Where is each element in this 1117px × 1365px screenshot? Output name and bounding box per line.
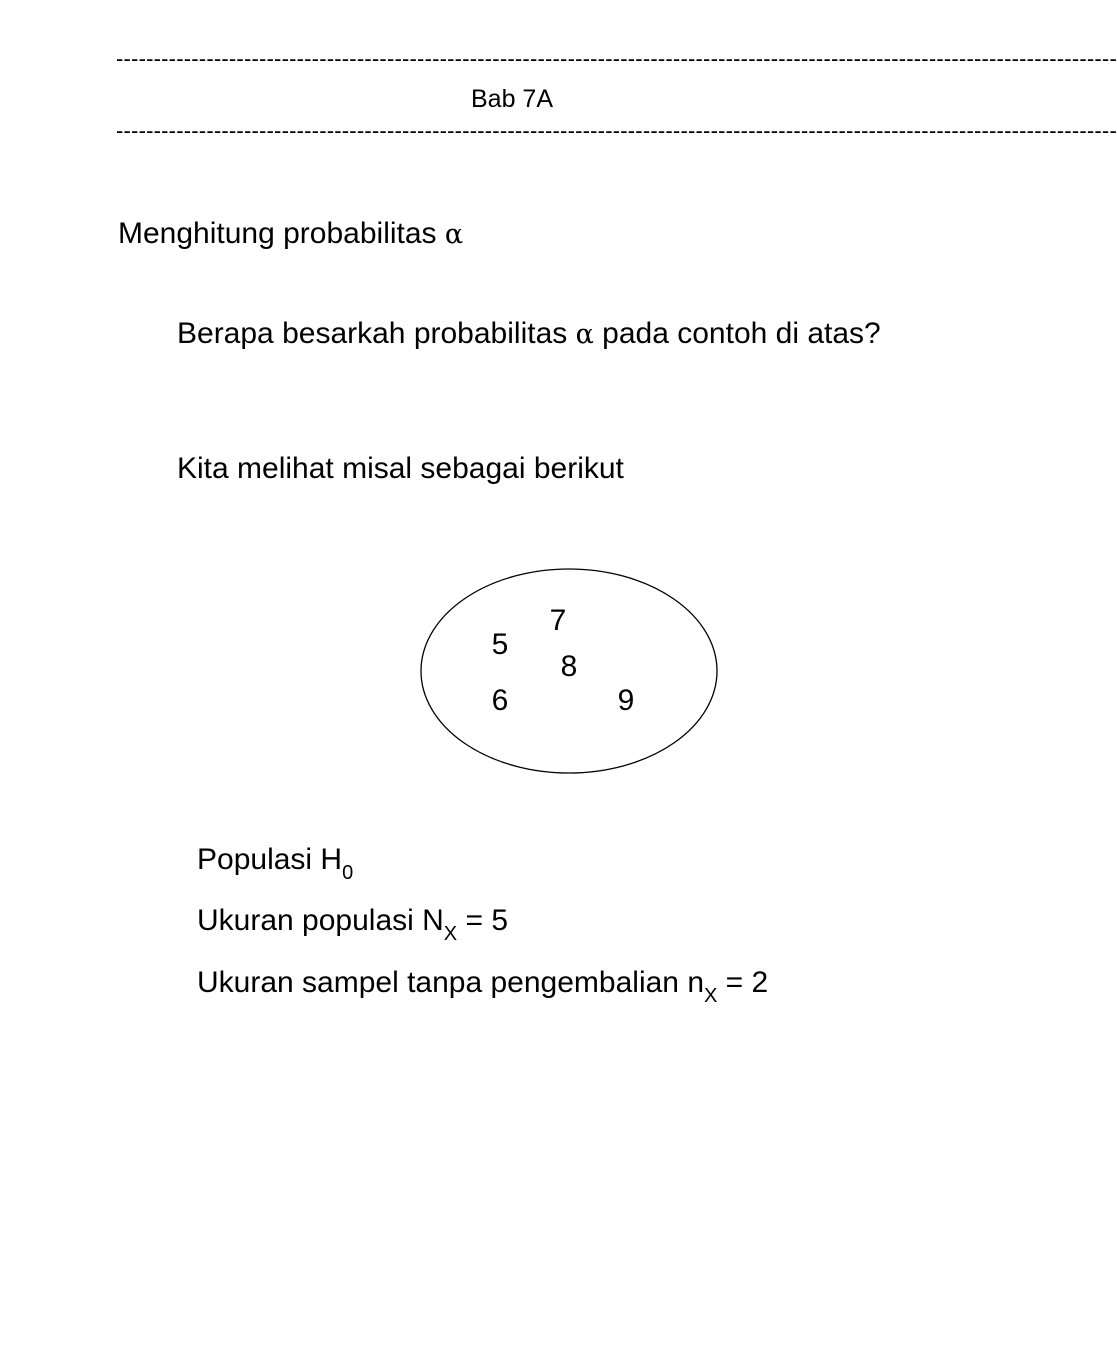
- population-value: 5: [491, 628, 509, 661]
- population-value: 9: [617, 684, 635, 717]
- intro-paragraph: Kita melihat misal sebagai berikut: [177, 452, 624, 485]
- sample-size-subscript: X: [704, 985, 718, 1007]
- alpha-symbol: α: [575, 319, 594, 350]
- population-label: [197, 842, 354, 884]
- chapter-title: Bab 7A: [470, 85, 553, 113]
- header-bottom-divider: -------------------------------------------------------------------------------------------------------------------------------------: [116, 118, 1117, 143]
- population-size-value: = 5: [457, 904, 509, 937]
- question-text-before: Berapa besarkah probabilitas: [177, 317, 576, 350]
- alpha-symbol: α: [444, 219, 464, 250]
- header-top-divider: -------------------------------------------------------------------------------------------------------------------------------------: [116, 46, 1117, 71]
- population-label-subscript: 0: [342, 862, 354, 884]
- population-set-diagram: [400, 555, 740, 785]
- population-value: 6: [491, 684, 509, 717]
- population-size-text: Ukuran populasi N: [197, 904, 444, 937]
- population-label-text: Populasi H: [197, 843, 343, 876]
- question-paragraph: [177, 313, 907, 355]
- population-value: 7: [549, 604, 567, 637]
- question-text-after: pada contoh di atas?: [593, 317, 881, 350]
- section-heading-text: Menghitung probabilitas: [118, 217, 445, 250]
- section-heading: [118, 216, 463, 253]
- sample-size-text: Ukuran sampel tanpa pengembalian n: [197, 966, 704, 999]
- population-size-line: [197, 903, 509, 945]
- sample-size-value: = 2: [717, 966, 769, 999]
- population-value: 8: [560, 650, 578, 683]
- population-size-subscript: X: [443, 923, 458, 945]
- sample-size-line: [197, 965, 769, 1007]
